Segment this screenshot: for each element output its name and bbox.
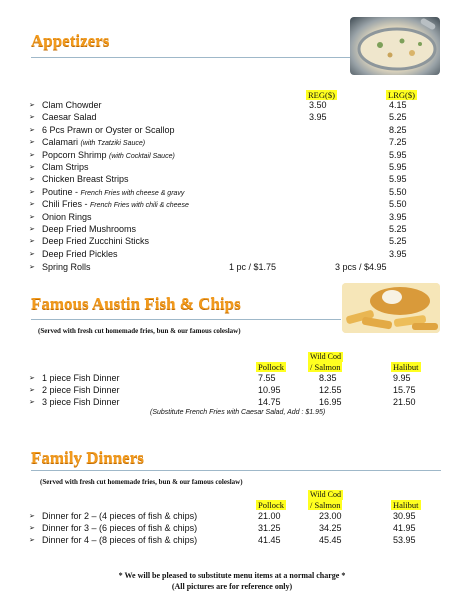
family-cod-header-line1: Wild Cod	[310, 490, 342, 499]
cod-column-header	[308, 352, 343, 362]
list-item	[0, 223, 464, 235]
bullet-icon: ➢	[29, 188, 35, 196]
bullet-icon: ➢	[29, 201, 35, 209]
salmon-column-header: / Salmon	[310, 362, 341, 372]
list-item	[0, 198, 464, 210]
list-item	[0, 173, 464, 185]
list-item	[0, 124, 464, 136]
clam-chowder-photo-art	[350, 17, 440, 75]
price-halibut: 21.50	[393, 397, 416, 407]
price-large: 5.50	[389, 186, 407, 197]
price-halibut: 53.95	[393, 535, 416, 545]
bullet-icon: ➢	[29, 114, 35, 122]
item-label: Caesar Salad	[42, 112, 97, 123]
list-item-spring-rolls	[0, 261, 464, 273]
family-dinners-title: Family Dinners	[31, 448, 144, 467]
item-name	[42, 99, 102, 111]
reg-column-header: REG($)	[308, 90, 335, 100]
price-cod-salmon: 23.00	[319, 511, 342, 521]
footer-pictures-note: (All pictures are for reference only)	[171, 582, 293, 591]
price-pollock: 21.00	[258, 511, 281, 521]
price-large: 8.25	[389, 124, 407, 135]
item-label: Clam Strips	[42, 162, 89, 172]
item-label: Calamari	[42, 137, 79, 148]
fish-chips-title: Famous Austin Fish & Chips	[31, 294, 241, 313]
price-pollock: 41.45	[258, 535, 281, 545]
list-item	[0, 372, 464, 384]
bullet-icon: ➢	[29, 537, 35, 544]
item-label: Clam Chowder	[42, 100, 102, 110]
price-halibut: 9.95	[393, 373, 411, 383]
bullet-icon: ➢	[29, 238, 35, 246]
price-halibut: 30.95	[393, 511, 416, 521]
bullet-icon: ➢	[29, 226, 35, 233]
price-large: 5.25	[389, 224, 407, 234]
footer-substitute-note: * We will be pleased to substitute menu items at a normal charge *	[118, 571, 346, 580]
family-pollock-column-header: Pollock	[258, 500, 284, 510]
price-pollock: 31.25	[258, 523, 281, 533]
list-item	[0, 235, 464, 247]
list-item	[0, 186, 464, 198]
item-label: Deep Fried Mushrooms	[42, 224, 137, 234]
item-note: (with Cocktail Sauce)	[109, 152, 175, 160]
family-cod-column-header	[308, 490, 343, 500]
price-regular: 3.50	[309, 100, 327, 110]
price-large: 4.15	[389, 100, 407, 110]
item-name: Dinner for 2 – (4 pieces of fish & chips)	[42, 511, 198, 521]
price-cod-salmon: 45.45	[319, 535, 342, 545]
family-halibut-column-header: Halibut	[393, 500, 419, 510]
pollock-column-header: Pollock	[258, 362, 284, 372]
bullet-icon: ➢	[29, 387, 35, 394]
clam-chowder-photo	[350, 17, 440, 75]
item-name: Dinner for 3 – (6 pieces of fish & chips)	[42, 523, 198, 533]
item-label: Deep Fried Pickles	[42, 248, 118, 259]
price-large: 3.95	[389, 248, 407, 259]
item-name	[42, 223, 136, 235]
price-pollock: 10.95	[258, 385, 281, 395]
bullet-icon: ➢	[29, 139, 35, 147]
item-label: Chili Fries -	[42, 199, 88, 210]
price-cod-salmon: 16.95	[319, 397, 342, 407]
fish-chips-divider	[31, 319, 341, 320]
bullet-icon: ➢	[29, 264, 35, 271]
list-item	[0, 211, 464, 223]
item-label: 6 Pcs Prawn or Oyster or Scallop	[42, 124, 175, 135]
family-dinners-divider	[31, 470, 441, 471]
bullet-icon: ➢	[29, 525, 35, 532]
item-name	[42, 248, 118, 260]
bullet-icon: ➢	[29, 126, 35, 134]
bullet-icon: ➢	[29, 102, 35, 109]
item-label: Popcorn Shrimp	[42, 149, 107, 160]
price-cod-salmon: 8.35	[319, 373, 337, 383]
list-item	[0, 384, 464, 396]
fish-and-chips-photo	[342, 283, 440, 333]
family-salmon-column-header: / Salmon	[310, 500, 341, 510]
list-item	[0, 149, 464, 161]
price-cod-salmon: 12.55	[319, 385, 342, 395]
price-triple: 3 pcs / $4.95	[335, 262, 387, 272]
bullet-icon: ➢	[29, 399, 35, 406]
fish-and-chips-photo-art	[342, 283, 440, 333]
price-halibut: 41.95	[393, 523, 416, 533]
list-item	[0, 111, 464, 123]
item-name	[42, 111, 97, 123]
list-item	[0, 510, 464, 522]
item-name: Dinner for 4 – (8 pieces of fish & chips)	[42, 535, 198, 545]
list-item	[0, 248, 464, 260]
list-item	[0, 99, 464, 111]
price-large: 5.95	[389, 174, 407, 185]
item-label: Deep Fried Zucchini Sticks	[42, 236, 150, 247]
item-label: Onion Rings	[42, 211, 92, 222]
price-large: 5.25	[389, 112, 407, 123]
item-name	[42, 235, 149, 247]
bullet-icon: ➢	[29, 213, 35, 221]
item-name: 2 piece Fish Dinner	[42, 385, 120, 395]
item-note: (with Tzatziki Sauce)	[80, 140, 146, 148]
bullet-icon: ➢	[29, 164, 35, 171]
bullet-icon: ➢	[29, 250, 35, 258]
item-name	[42, 124, 175, 136]
price-halibut: 15.75	[393, 385, 416, 395]
list-item	[0, 136, 464, 148]
bullet-icon: ➢	[29, 176, 35, 184]
price-pollock: 7.55	[258, 373, 276, 383]
price-single: 1 pc / $1.75	[229, 262, 277, 272]
price-large: 5.95	[389, 149, 407, 160]
item-name	[42, 173, 129, 185]
list-item	[0, 534, 464, 546]
bullet-icon: ➢	[29, 513, 35, 520]
item-label: Chicken Breast Strips	[42, 174, 129, 185]
item-name: Spring Rolls	[42, 262, 91, 272]
appetizers-title: Appetizers	[31, 31, 110, 50]
lrg-column-header: LRG($)	[388, 90, 415, 100]
bullet-icon: ➢	[29, 375, 35, 382]
list-item	[0, 396, 464, 408]
cod-header-line1: Wild Cod	[310, 352, 342, 361]
price-cod-salmon: 34.25	[319, 523, 342, 533]
item-note: French Fries with cheese & gravy	[80, 189, 185, 197]
item-note: French Fries with chili & cheese	[90, 202, 189, 210]
price-large: 3.95	[389, 211, 407, 222]
item-name: 1 piece Fish Dinner	[42, 373, 120, 383]
item-name	[42, 161, 89, 173]
price-regular: 3.95	[309, 112, 327, 123]
item-name	[42, 211, 92, 223]
price-large: 7.25	[389, 137, 407, 148]
family-served-note: (Served with fresh cut homemade fries, bun & our famous coleslaw)	[40, 478, 243, 486]
list-item	[0, 522, 464, 534]
substitute-note: (Substitute French Fries with Caesar Salad, Add : $1.95)	[150, 409, 326, 416]
price-pollock: 14.75	[258, 397, 281, 407]
item-name: 3 piece Fish Dinner	[42, 397, 120, 407]
fish-chips-served-note: (Served with fresh cut homemade fries, bun & our famous coleslaw)	[38, 327, 241, 335]
halibut-column-header: Halibut	[393, 362, 419, 372]
item-label: Poutine -	[42, 186, 79, 197]
bullet-icon: ➢	[29, 151, 35, 159]
price-large: 5.50	[389, 199, 407, 210]
appetizers-divider	[31, 57, 351, 58]
list-item	[0, 161, 464, 173]
price-large: 5.95	[389, 162, 407, 172]
price-large: 5.25	[389, 236, 407, 247]
